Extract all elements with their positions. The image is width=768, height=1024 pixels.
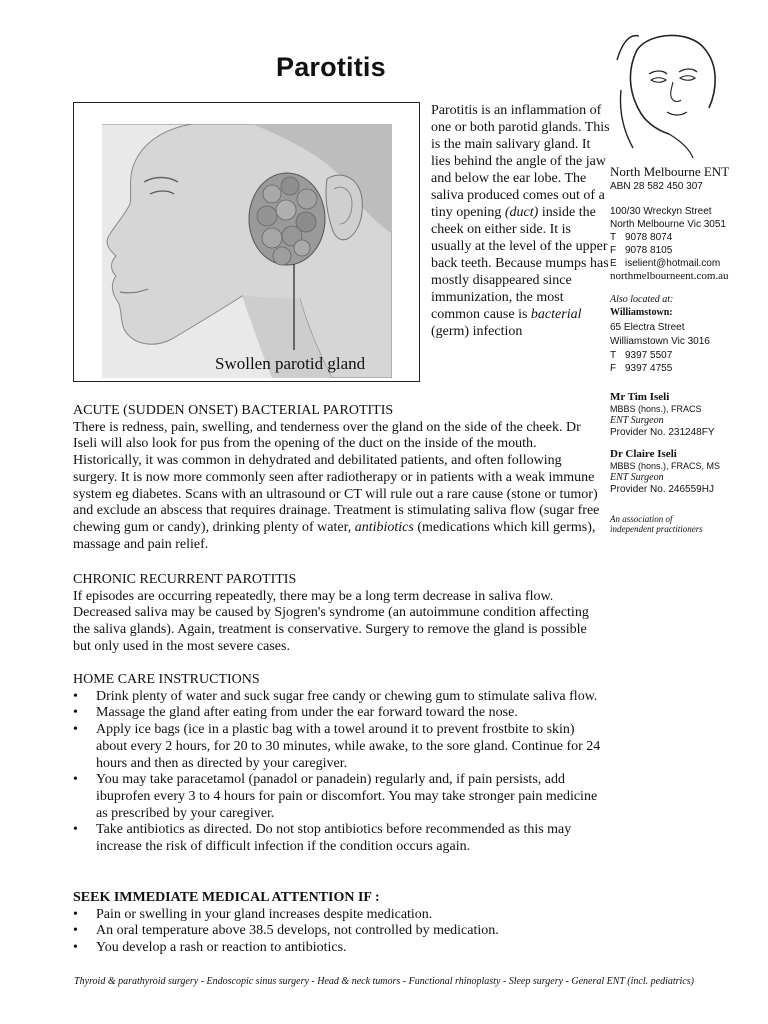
intro-text-3: (germ) infection	[431, 324, 523, 339]
intro-bacterial-term: bacterial	[530, 307, 582, 322]
association-line-2: independent practitioners	[610, 524, 703, 534]
doctor-provider: Provider No. 231248FY	[610, 427, 715, 438]
intro-duct-term: (duct)	[504, 205, 539, 220]
acute-antibiotics-term: antibiotics	[354, 519, 414, 535]
acute-section	[73, 403, 608, 553]
doctor-name: Mr Tim Iseli	[610, 391, 670, 403]
chronic-heading: CHRONIC RECURRENT PAROTITIS	[73, 572, 297, 587]
illustration-background	[102, 124, 392, 378]
acute-heading: ACUTE (SUDDEN ONSET) BACTERIAL PAROTITIS	[73, 403, 394, 418]
list-item: • Apply ice bags (ice in a plastic bag with a towel around it to prevent frostbite to skin) about every 2 hours, for 20 to 30 minutes, while awake, to the sore gland. Continue for 24 hours and then as directed by your caregiver.	[73, 722, 608, 772]
association-note	[610, 514, 703, 534]
contact-email: E iselient@hotmail.com	[610, 258, 721, 269]
seek-attention-section	[73, 890, 608, 957]
parotid-gland-shape	[249, 173, 325, 265]
intro-text-2: inside the cheek on either side. It is usually at the level of the upper back teeth. Because mumps has mostly disappeared since immunization, the most common cause is	[431, 205, 609, 322]
acute-paragraph	[73, 420, 608, 554]
gland-illustration	[73, 102, 420, 382]
contact-fax: F 9078 8105	[610, 245, 673, 256]
list-item: • Massage the gland after eating from under the ear forward toward the nose.	[73, 705, 608, 722]
homecare-list	[73, 689, 608, 856]
list-item: • Take antibiotics as directed. Do not stop antibiotics before recommended as this may increase the risk of difficult infection if the condition occurs again.	[73, 822, 608, 855]
clinic-address-line-2: North Melbourne Vic 3051	[610, 219, 726, 230]
page-title: Parotitis	[276, 52, 386, 82]
clinic-contacts	[610, 231, 720, 270]
contact-phone: T 9078 8074	[610, 232, 673, 243]
location2-fax: F 9397 4755	[610, 363, 673, 374]
homecare-heading: HOME CARE INSTRUCTIONS	[73, 672, 260, 687]
doctor-provider: Provider No. 246559HJ	[610, 484, 714, 495]
clinic-abn: ABN 28 582 450 307	[610, 181, 703, 192]
figure-caption: Swollen parotid gland	[215, 354, 366, 373]
association-line-1: An association of	[610, 514, 673, 524]
intro-paragraph	[431, 102, 611, 340]
location2-address-line-2: Williamstown Vic 3016	[610, 336, 710, 347]
location2-address-line-1: 65 Electra Street	[610, 322, 685, 333]
doctor-role: ENT Surgeon	[610, 472, 664, 483]
list-item: • You develop a rash or reaction to antibiotics.	[73, 940, 608, 957]
location2-phone: T 9397 5507	[610, 350, 673, 361]
intro-text-1: Parotitis is an inflammation of one or both parotid glands. This is the main salivary gland. It lies behind the angle of the jaw and below the ear lobe. The saliva produced comes out of a tiny opening	[431, 103, 610, 220]
list-item: • You may take paracetamol (panadol or panadein) regularly and, if pain persists, add ibuprofen every 3 to 4 hours for pain or discomfort. You may take stronger pain medicine as prescribed by your caregiver.	[73, 772, 608, 822]
services-footer: Thyroid & parathyroid surgery - Endoscopic sinus surgery - Head & neck tumors - Functional rhinoplasty - Sleep surgery - General ENT (incl. pediatrics)	[74, 976, 694, 987]
chronic-paragraph: If episodes are occurring repeatedly, there may be a long term decrease in saliva flow. Decreased saliva may be caused by Sjogren's syndrome (an autoimmune condition affecting the saliva glands). Again, treatment is conservative. Surgery to remove the gland is possible but only used in the most severe cases.	[73, 588, 589, 654]
woman-face-logo-icon	[609, 30, 725, 158]
doctor-quals: MBBS (hons.), FRACS, MS	[610, 461, 721, 471]
doctor-quals: MBBS (hons.), FRACS	[610, 404, 702, 414]
list-item: • Pain or swelling in your gland increases despite medication.	[73, 907, 608, 924]
list-item: • Drink plenty of water and suck sugar free candy or chewing gum to stimulate saliva flow.	[73, 689, 608, 706]
doctor-entry	[610, 391, 715, 439]
homecare-section	[73, 672, 608, 856]
seek-heading: SEEK IMMEDIATE MEDICAL ATTENTION IF :	[73, 890, 380, 905]
face-profile-drawing	[102, 124, 392, 378]
clinic-name: North Melbourne ENT	[610, 164, 730, 179]
acute-text-1: There is redness, pain, swelling, and tenderness over the gland on the side of the cheek. Dr Iseli will also look for pus from the opening of the duct on the inside of the mouth. Historically, it was common in dehydrated and debilitated patients, and often following surgery. It is now more commonly seen after radiotherapy or in patients with a weak immune system eg diabetes. Scans with an ultrasound or CT will rule out a rare cause (stone or tumor) and exclude an abscess that requires drainage. Treatment is stimulating saliva flow (sugar free chewing gum or candy), drinking plenty of water,	[73, 419, 600, 535]
doctor-role: ENT Surgeon	[610, 415, 664, 426]
clinic-address-line-1: 100/30 Wreckyn Street	[610, 206, 712, 217]
clinic-website: northmelbourneent.com.au	[610, 270, 729, 282]
doctor-name: Dr Claire Iseli	[610, 448, 677, 460]
location2-name: Williamstown:	[610, 307, 673, 318]
also-located-label: Also located at:	[610, 294, 674, 305]
chronic-section	[73, 572, 608, 656]
acute-text-2: (medications which kill germs), massage and pain relief.	[73, 519, 596, 552]
location2-contacts	[610, 349, 672, 375]
list-item: • An oral temperature above 38.5 develops, not controlled by medication.	[73, 923, 608, 940]
doctor-entry	[610, 448, 720, 496]
seek-list	[73, 907, 608, 957]
